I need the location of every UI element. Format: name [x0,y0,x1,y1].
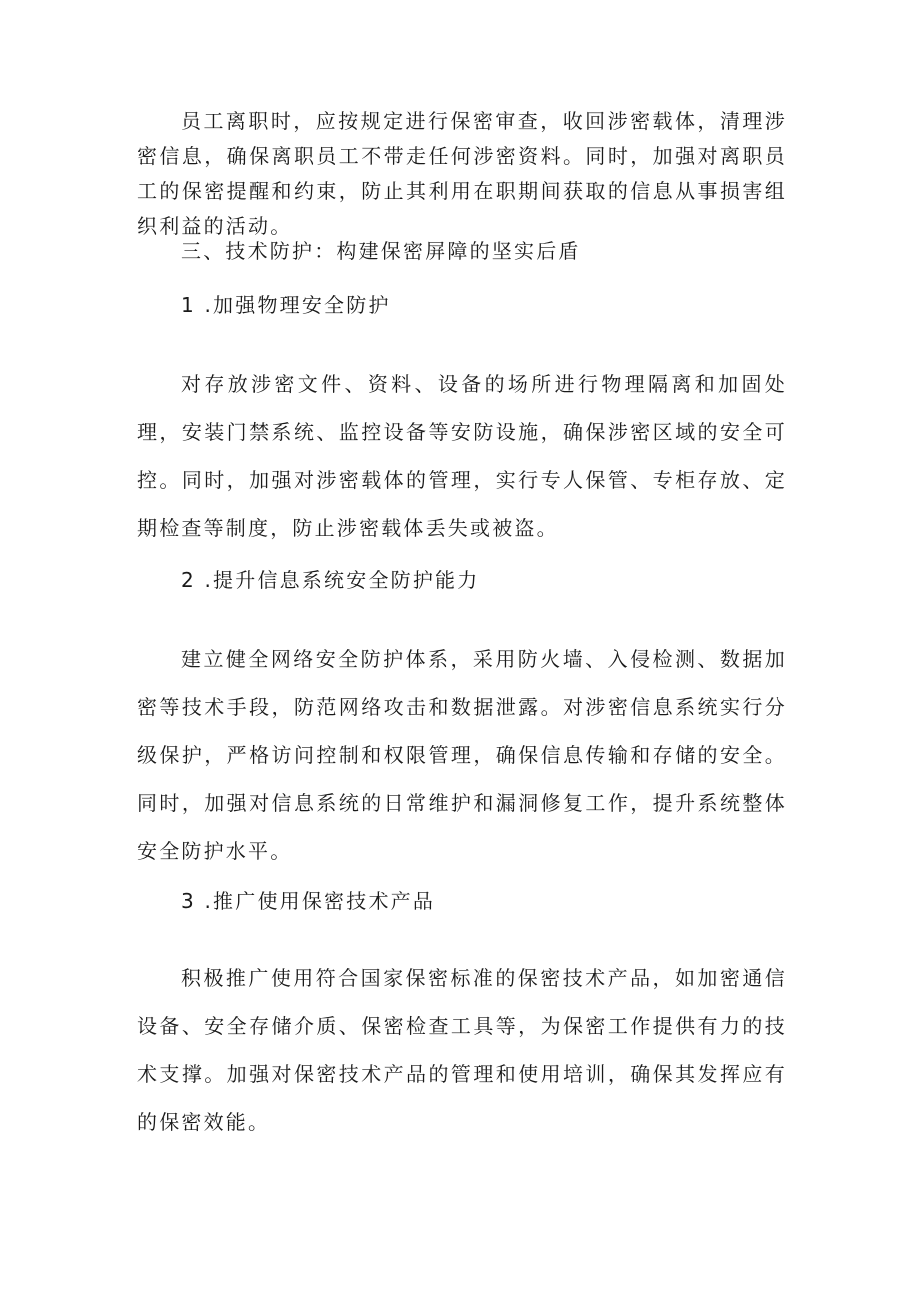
subheading-physical-security: 1 .加强物理安全防护 [181,293,391,317]
subheading-security-technology-products: 3 .推广使用保密技术产品 [181,889,436,913]
section-heading-technical-protection: 三、技术防护：构建保密屏障的坚实后盾 [181,239,581,263]
paragraph-information-system-security: 建立健全网络安全防护体系，采用防火墙、入侵检测、数据加密等技术手段，防范网络攻击和数据泄露。对涉密信息系统实行分级保护，严格访问控制和权限管理，确保信息传输和存储的安全。同时，加强对信息系统的日常维护和漏洞修复工作，提升系统整体安全防护水平。 [137,647,787,863]
subheading-information-system-security: 2 .提升信息系统安全防护能力 [181,568,480,592]
paragraph-physical-security: 对存放涉密文件、资料、设备的场所进行物理隔离和加固处理，安装门禁系统、监控设备等安防设施，确保涉密区域的安全可控。同时，加强对涉密载体的管理，实行专人保管、专柜存放、定期检查等制度，防止涉密载体丢失或被盗。 [137,372,787,540]
paragraph-security-technology-products: 积极推广使用符合国家保密标准的保密技术产品，如加密通信设备、安全存储介质、保密检查工具等，为保密工作提供有力的技术支撑。加强对保密技术产品的管理和使用培训，确保其发挥应有的保密效能。 [137,966,787,1134]
paragraph-offboarding: 员工离职时，应按规定进行保密审查，收回涉密载体，清理涉密信息，确保离职员工不带走任何涉密资料。同时，加强对离职员工的保密提醒和约束，防止其利用在职期间获取的信息从事损害组织利益的活动。 [137,109,787,238]
